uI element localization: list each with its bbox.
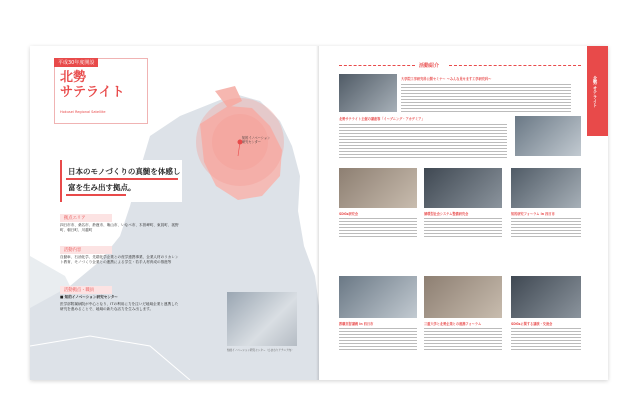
map-callout bbox=[242, 136, 270, 144]
item-3-text bbox=[339, 218, 417, 238]
area-label: 拠点エリア bbox=[60, 214, 112, 222]
title-line2: サテライト bbox=[60, 85, 125, 100]
heading-rule-left bbox=[339, 65, 415, 66]
item-5-text bbox=[511, 218, 581, 238]
underline-2 bbox=[66, 194, 126, 196]
photo-2 bbox=[515, 116, 581, 156]
heading-line2: 富を生み出す拠点。 bbox=[68, 183, 136, 192]
activity-text: 自動車、石油化学、先端化学企業との産学連携事業、企業人材のリカレント教育、モノづくり企業との連携による学生・若手人材育成の推進等 bbox=[60, 255, 179, 264]
item-8-text bbox=[511, 328, 581, 350]
photo-6 bbox=[339, 276, 417, 318]
side-tab-label: 北勢 サテライト bbox=[592, 76, 597, 108]
base-name: ■ 知的イノベーション研究センター bbox=[60, 295, 118, 299]
brochure-spread bbox=[30, 46, 608, 380]
photo-7 bbox=[424, 276, 502, 318]
year-tag: 平成30年度開設 bbox=[54, 58, 98, 67]
building-caption: 知的イノベーション研究センター（ひまわりアテニア内） bbox=[227, 349, 294, 352]
item-1-title: 大学院工学研究科公開セミナー ～みんな見せます工学研究科～ bbox=[401, 77, 492, 81]
photo-3 bbox=[339, 168, 417, 208]
heading-line1: 日本のモノづくりの真髄を体感し bbox=[68, 167, 181, 176]
heading-rule-right bbox=[449, 65, 581, 66]
photo-4 bbox=[424, 168, 502, 208]
title-en: Hokusei Regional Satellite bbox=[60, 110, 106, 114]
right-page bbox=[319, 46, 608, 380]
photo-5 bbox=[511, 168, 581, 208]
building-photo bbox=[227, 292, 297, 346]
photo-8 bbox=[511, 276, 581, 318]
item-7-text bbox=[424, 328, 502, 350]
item-2-title: 北勢サテライト主催の講座等「イーブニング・アカデミア」 bbox=[339, 117, 425, 121]
area-text: 四日市市、桑名市、鈴鹿市、亀山市、いなべ市、木曽岬町、東員町、菰野町、朝日町、川越町 bbox=[60, 223, 179, 232]
map-label-line2: 研究センター bbox=[242, 140, 261, 144]
item-7-title: 三重大学と北勢企業との連携フォーラム bbox=[424, 322, 482, 326]
underline-1 bbox=[66, 178, 178, 180]
map-label-line1: 知的イノベーション bbox=[242, 136, 271, 140]
photo-1 bbox=[339, 74, 397, 112]
page-title bbox=[60, 70, 125, 100]
item-2-text bbox=[339, 124, 507, 158]
base-text: 医学部附属病院が中心となり、ITの利用に力を注いだ地域企業と連携した研究を進めることで、地域の新たな活力を生み出します。 bbox=[60, 302, 179, 311]
title-line1: 北勢 bbox=[60, 70, 87, 85]
base-label: 活動拠点・職員 bbox=[60, 286, 112, 294]
item-8-title: SDGsに関する講演・交流会 bbox=[511, 322, 553, 326]
item-6-text bbox=[339, 328, 417, 350]
item-4-title: 循環型社会システム整備研究会 bbox=[424, 212, 469, 216]
item-5-title: 知的研究フォーラム in 四日市 bbox=[511, 212, 555, 216]
item-3-title: SDGs研究会 bbox=[339, 212, 359, 216]
item-1-text bbox=[401, 84, 571, 112]
item-4-text bbox=[424, 218, 502, 238]
left-page bbox=[30, 46, 319, 380]
item-6-title: 教職実習講義 in 四日市 bbox=[339, 322, 374, 326]
section-title: 活動紹介 bbox=[419, 63, 440, 69]
activity-label: 活動内容 bbox=[60, 246, 112, 254]
